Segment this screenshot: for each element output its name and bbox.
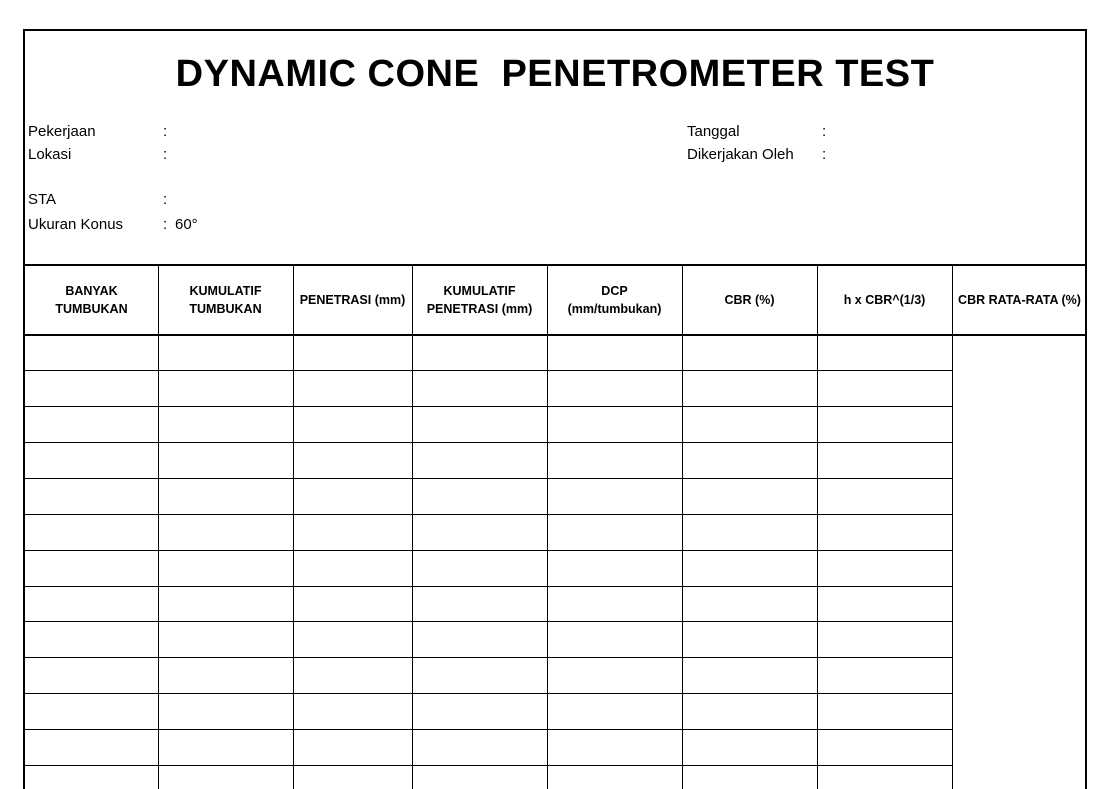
header-kumulatif-tumbukan: KUMULATIF TUMBUKAN [189,284,262,316]
ukuran-konus-colon: : [163,216,168,233]
col-divider [158,264,159,789]
table-row [25,693,952,694]
table-row [25,765,952,766]
pekerjaan-label: Pekerjaan [28,123,96,140]
col-divider [547,264,548,789]
header-bottom-border [23,334,1087,336]
pekerjaan-colon: : [163,123,168,140]
header-cbr-rata-rata: CBR RATA-RATA (%) [958,293,1081,307]
ukuran-konus-value[interactable]: 60° [175,216,198,233]
tanggal-colon: : [822,123,827,140]
col-divider [682,264,683,789]
col-divider [952,264,953,789]
header-cbr: CBR (%) [724,293,775,307]
table-row [25,550,952,551]
header-kumulatif-penetrasi: KUMULATIF PENETRASI (mm) [426,284,533,316]
table-row [25,586,952,587]
dikerjakan-oleh-label: Dikerjakan Oleh [687,146,794,163]
header-dcp: DCP (mm/tumbukan) [567,284,662,316]
form-sheet [23,29,1087,789]
dikerjakan-oleh-colon: : [822,146,827,163]
table-row [25,370,952,371]
col-divider [817,264,818,789]
table-row [25,442,952,443]
table-row [25,478,952,479]
tanggal-label: Tanggal [687,123,740,140]
header-penetrasi: PENETRASI (mm) [299,293,406,307]
col-divider [412,264,413,789]
table-row [25,729,952,730]
sta-colon: : [163,191,168,208]
lokasi-label: Lokasi [28,146,72,163]
col-divider [293,264,294,789]
table-row [25,406,952,407]
table-row [25,621,952,622]
header-banyak-tumbukan: BANYAK TUMBUKAN [55,284,128,316]
dcp-table [25,264,1085,789]
lokasi-colon: : [163,146,168,163]
sta-label: STA [28,191,57,208]
ukuran-konus-label: Ukuran Konus [28,216,124,233]
page-title: DYNAMIC CONE PENETROMETER TEST [175,53,935,95]
header-h-cbr: h x CBR^(1/3) [843,293,926,307]
table-row [25,657,952,658]
table-row [25,514,952,515]
